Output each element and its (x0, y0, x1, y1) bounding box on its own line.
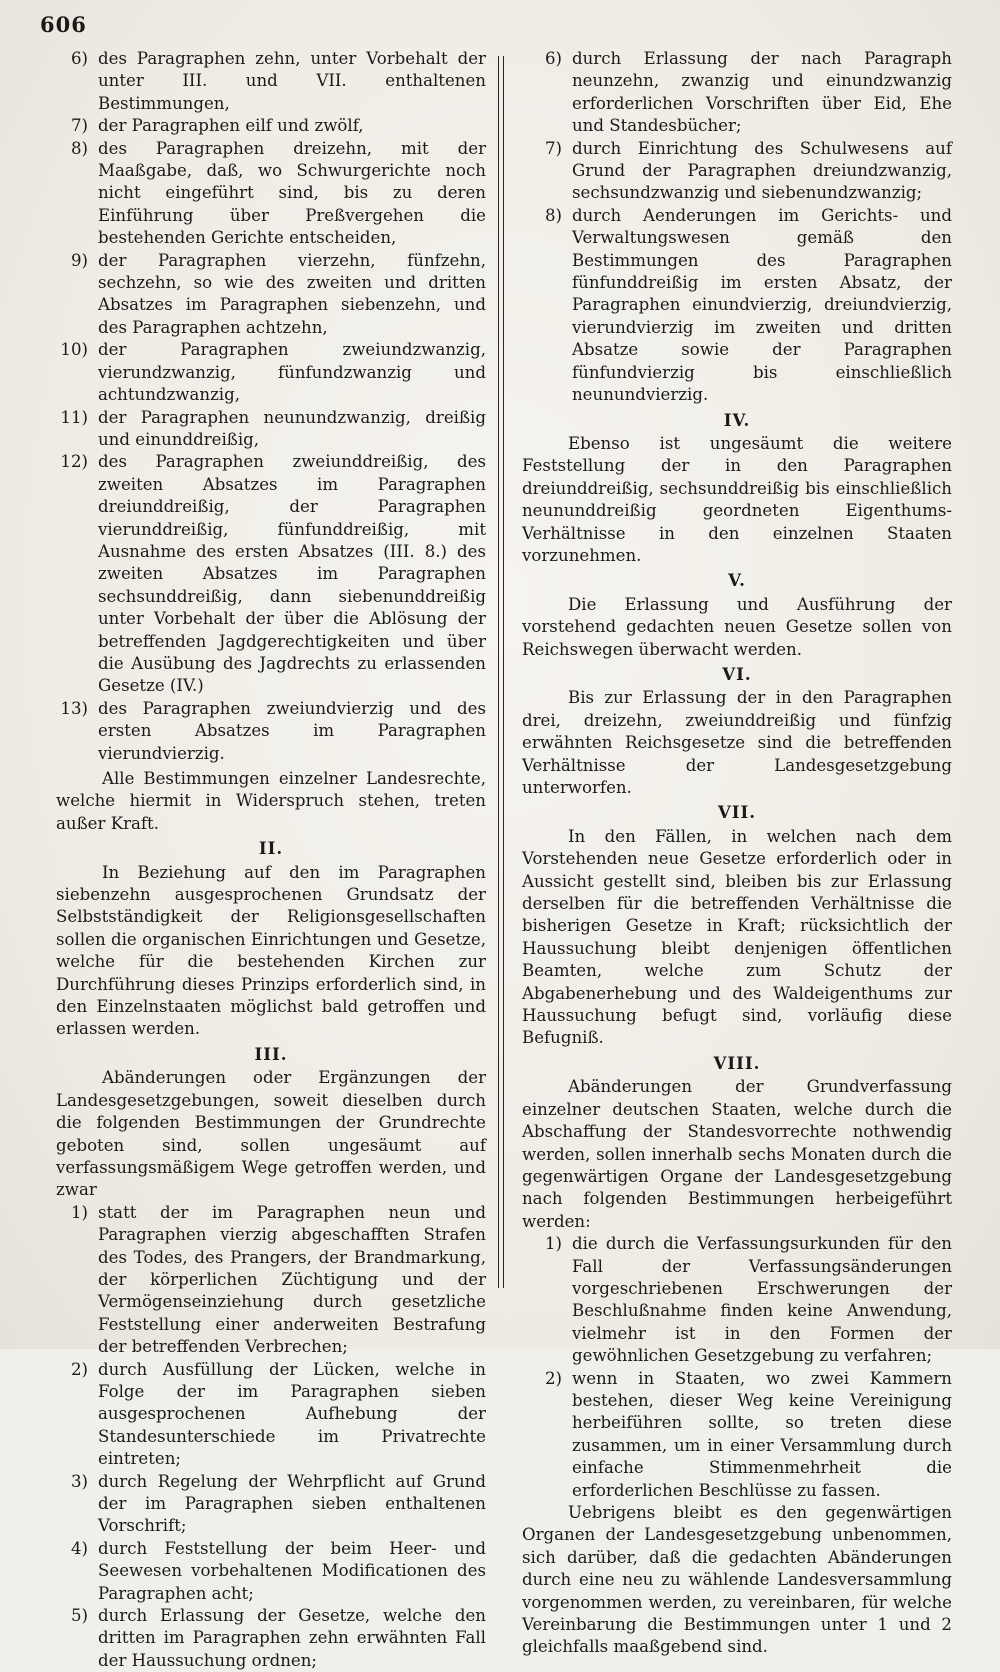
item-number: 8) (70, 138, 88, 158)
item-number: 9) (70, 250, 88, 270)
item-text: durch Regelung der Wehrpflicht auf Grund der im Paragraphen sieben enthaltenen Vorschrift; (98, 1471, 486, 1536)
section-heading-vi: VI. (722, 663, 752, 684)
section-heading-iv: IV. (723, 409, 751, 430)
list-item (56, 115, 486, 137)
paragraph-v: Die Erlassung und Ausführung der vorstehend gedachten neuen Gesetze sollen von Reichswegen überwacht werden. (522, 594, 952, 659)
item-number: 2) (544, 1368, 562, 1388)
right-column (522, 48, 952, 1659)
paragraph-final: Uebrigens bleibt es den gegenwärtigen Organen der Landesgesetzgebung unbenommen, sich darüber, daß die gedachten Abänderungen durch eine neu zu wählende Landesversammlung vorgenommen werden, zu vereinbaren, für welche Vereinbarung die Bestimmungen unter 1 und 2 gleichfalls maaßgebend sind. (522, 1503, 952, 1657)
paragraph-repeal: Alle Bestimmungen einzelner Landesrechte, welche hiermit in Widerspruch stehen, treten außer Kraft. (56, 769, 486, 833)
list-item (56, 1471, 486, 1538)
list-item (56, 1202, 486, 1359)
item-text: der Paragraphen vierzehn, fünfzehn, sechzehn, so wie des zweiten und dritten Absatzes im Paragraphen siebenzehn, und des Paragraphen achtzehn, (98, 250, 486, 337)
section-heading-ii: II. (258, 838, 284, 859)
list-item (56, 1538, 486, 1605)
item-number: 6) (544, 49, 562, 68)
item-number: 1) (544, 1234, 562, 1254)
item-text: durch Erlassung der Gesetze, welche den dritten im Paragraphen zehn erwähnten Fall der Haussuchung ordnen; (98, 1606, 486, 1670)
paragraph-vii: In den Fällen, in welchen nach dem Vorstehenden neue Gesetze erforderlich oder in Aussicht gestellt sind, bleiben bis zur Erlassung derselben für die betreffenden Verhältnisse die bisherigen Gesetze in Kraft; rücksichtlich der Haussuchung bleibt denjenigen öffentlichen Beamten, welche zum Schutz der Abgabenerhebung und des Waldeigenthums zur Haussuchung befugt sind, vorläufig diese Befugniß. (522, 826, 952, 1048)
item-text: durch Ausfüllung der Lücken, welche in Folge der im Paragraphen sieben ausgesprochenen Aufhebung der Standesunterschiede im Privatrechte eintreten; (98, 1359, 486, 1469)
section-heading-viii: VIII. (713, 1052, 761, 1073)
list-item (522, 1368, 952, 1502)
item-number: 2) (70, 1359, 88, 1379)
list-item (56, 138, 486, 250)
item-text: durch Einrichtung des Schulwesens auf Grund der Paragraphen dreiundzwanzig, sechsundzwanzig und siebenundzwanzig; (572, 138, 952, 203)
list-item (56, 1605, 486, 1672)
item-text: wenn in Staaten, wo zwei Kammern bestehen, dieser Weg keine Vereinigung herbeiführen sollte, so treten diese zusammen, um in einer Versammlung durch einfache Stimmenmehrheit die erforderlichen Beschlüsse zu fassen. (572, 1368, 952, 1500)
item-number: 7) (70, 116, 88, 136)
section-heading-iii: III. (254, 1043, 288, 1064)
paragraph-iv: Ebenso ist ungesäumt die weitere Feststellung der in den Paragraphen dreiunddreißig, sechsunddreißig bis einschließlich neununddreißig geordneten Eigenthums-Verhältnisse in den einzelnen Staaten vorzunehmen. (522, 433, 952, 565)
item-number: 4) (70, 1538, 88, 1558)
item-text: die durch die Verfassungsurkunden für den Fall der Verfassungsänderungen vorgeschriebenen Erschwerungen der Beschlußnahme finden keine Anwendung, vielmehr ist in den Formen der gewöhnlichen Gesetzgebung zu verfahren; (572, 1234, 952, 1366)
item-text: der Paragraphen neunundzwanzig, dreißig und einunddreißig, (98, 407, 486, 449)
item-text: des Paragraphen zweiunddreißig, des zweiten Absatzes im Paragraphen dreiunddreißig, der Paragraphen vierunddreißig, fünfunddreißig, mit Ausnahme des ersten Absatzes (III. 8.) des zweiten Absatzes im Paragraphen sechsunddreißig, dann siebenunddreißig unter Vorbehalt der über die Ablösung der betreffenden Jagdgerechtigkeiten und über die Ausübung des Jagdrechts zu erlassenden Gesetze (IV.) (98, 452, 486, 696)
item-number: 5) (70, 1606, 88, 1626)
left-column (56, 48, 486, 1672)
item-text: durch Feststellung der beim Heer- und Seewesen vorbehaltenen Modificationen des Paragraphen acht; (98, 1538, 486, 1603)
item-text: des Paragraphen dreizehn, mit der Maaßgabe, daß, wo Schwurgerichte noch nicht eingeführt sind, bis zu deren Einführung über Preßvergehen die bestehenden Gerichte entscheiden, (98, 138, 486, 248)
item-number: 10) (60, 340, 88, 360)
list-item (522, 138, 952, 205)
list-item (56, 698, 486, 765)
item-text: der Paragraphen zweiundzwanzig, vierundzwanzig, fünfundzwanzig und achtundzwanzig, (98, 340, 486, 405)
item-number: 12) (60, 452, 88, 472)
item-number: 13) (60, 698, 88, 718)
list-item (56, 1359, 486, 1471)
item-text: des Paragraphen zehn, unter Vorbehalt der unter III. und VII. enthaltenen Bestimmungen, (98, 49, 486, 113)
column-divider (498, 56, 504, 1288)
section-heading-vii: VII. (717, 802, 757, 823)
item-number: 7) (544, 138, 562, 158)
paragraph-ii: In Beziehung auf den im Paragraphen siebenzehn ausgesprochenen Grundsatz der Selbstständigkeit der Religionsgesellschaften sollen die organischen Einrichtungen und Gesetze, welche für die bestehenden Kirchen zur Durchführung dieses Prinzips erforderlich sind, in den Einzelnstaaten möglichst bald getroffen und erlassen werden. (56, 862, 486, 1039)
item-number: 8) (544, 205, 562, 225)
paragraph-viii: Abänderungen der Grundverfassung einzelner deutschen Staaten, welche durch die Abschaffung der Standesvorrechte nothwendig werden, sollen innerhalb sechs Monaten durch die gegenwärtigen Organe der Landesgesetzgebung nach folgenden Bestimmungen herbeigeführt werden: (522, 1077, 952, 1231)
item-number: 11) (60, 407, 88, 427)
section-heading-v: V. (728, 570, 746, 591)
list-item (56, 339, 486, 406)
list-item (56, 407, 486, 452)
list-item (522, 1233, 952, 1367)
list-item (522, 48, 952, 138)
item-number: 6) (70, 49, 88, 68)
item-text: des Paragraphen zweiundvierzig und des ersten Absatzes im Paragraphen vierundvierzig. (98, 698, 486, 763)
item-text: durch Erlassung der nach Paragraph neunzehn, zwanzig und einundzwanzig erforderlichen Vorschriften über Eid, Ehe und Standesbücher; (572, 49, 952, 136)
item-number: 1) (70, 1202, 88, 1222)
page-number: 606 (40, 12, 87, 37)
item-text: statt der im Paragraphen neun und Paragraphen vierzig abgeschafften Strafen des Todes, des Prangers, der Brandmarkung, der körperlichen Züchtigung und der Vermögenseinziehung durch gesetzliche Feststellung einer anderweiten Bestrafung der betreffenden Verbrechen; (98, 1202, 486, 1357)
item-text: der Paragraphen eilf und zwölf, (98, 116, 364, 136)
paragraph-vi: Bis zur Erlassung der in den Paragraphen drei, dreizehn, zweiunddreißig und fünfzig erwähnten Reichsgesetze sind die betreffenden Verhältnisse der Landesgesetzgebung unterworfen. (522, 688, 952, 797)
list-item (522, 205, 952, 407)
paragraph-iii: Abänderungen oder Ergänzungen der Landesgesetzgebungen, soweit dieselben durch die folgenden Bestimmungen der Grundrechte geboten sind, sollen ungesäumt auf verfassungsmäßigem Wege getroffen werden, und zwar (56, 1068, 486, 1200)
list-item (56, 48, 486, 115)
item-number: 3) (70, 1471, 88, 1491)
list-item (56, 451, 486, 697)
item-text: durch Aenderungen im Gerichts- und Verwaltungswesen gemäß den Bestimmungen des Paragraphen fünfunddreißig im ersten Absatz, der Paragraphen einundvierzig, dreiundvierzig, vierundvierzig im zweiten und dritten Absatze sowie der Paragraphen fünfundvierzig bis einschließlich neunundvierzig. (572, 205, 952, 405)
list-item (56, 250, 486, 340)
